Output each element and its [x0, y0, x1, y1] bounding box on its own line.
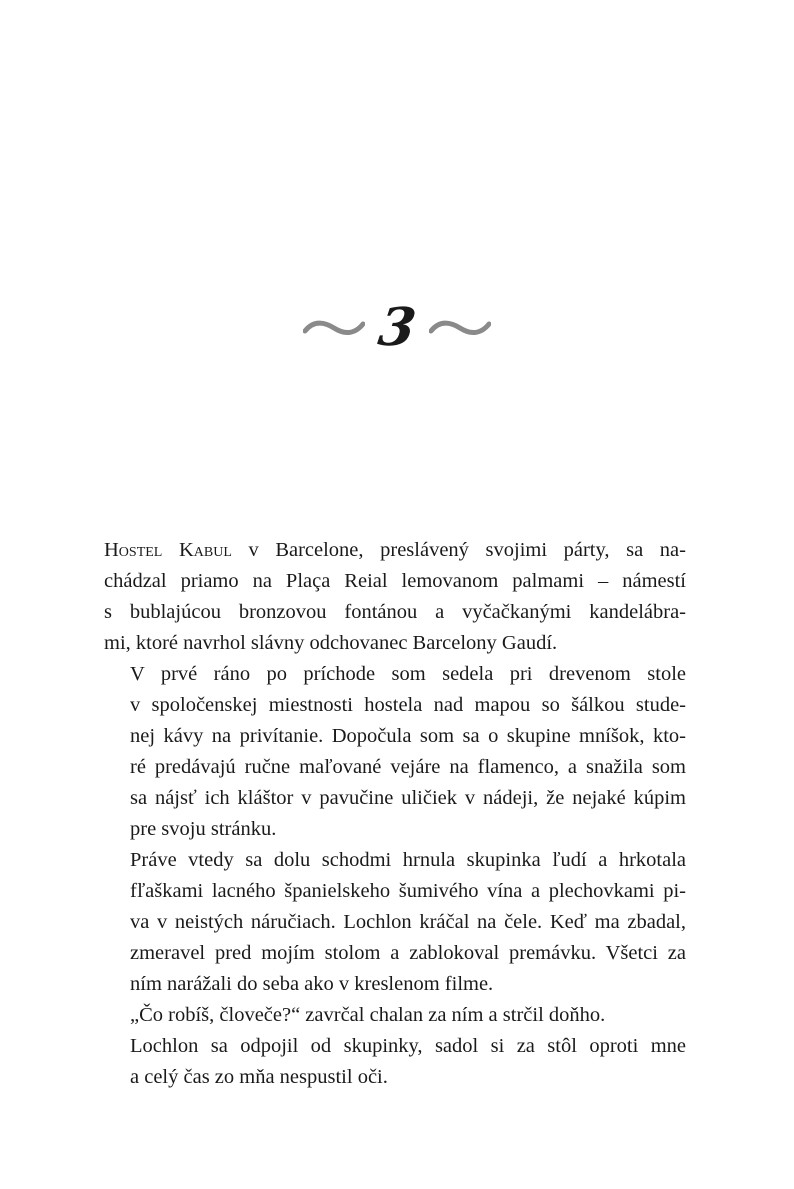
paragraph-3 — [104, 845, 686, 1000]
text-line: „Čo robíš, človeče?“ zavrčal chalan za ním a strčil doňho. — [130, 1004, 606, 1026]
text-line: sa nájsť ich kláštor v pavučine uličiek v nádeji, že nejaké kúpim — [130, 787, 686, 809]
lead-in-smallcaps: Hostel Kabul — [104, 539, 232, 561]
paragraph-2 — [104, 659, 686, 845]
lead-in-rest: v Barcelone, preslávený svojimi párty, sa na- — [231, 539, 686, 561]
text-line — [104, 535, 686, 566]
text-line: nej kávy na privítanie. Dopočula som sa o skupine mníšok, kto- — [130, 725, 686, 747]
chapter-heading — [0, 288, 794, 368]
text-line: mi, ktoré navrhol slávny odchovanec Barcelony Gaudí. — [104, 632, 558, 654]
text-line: ním narážali do seba ako v kreslenom filme. — [130, 973, 494, 995]
text-line: fľaškami lacného španielskeho šumivého vína a plechovkami pi- — [130, 880, 686, 902]
text-line: va v neistých náručiach. Lochlon kráčal na čele. Keď ma zbadal, — [130, 911, 686, 933]
paragraph-4 — [104, 1000, 686, 1031]
text-line: a celý čas zo mňa nespustil oči. — [130, 1066, 388, 1088]
text-line: s bublajúcou bronzovou fontánou a vyčačkanými kandelábra- — [104, 601, 686, 623]
paragraph-1 — [104, 535, 686, 659]
text-line: zmeravel pred mojím stolom a zablokoval premávku. Všetci za — [130, 942, 686, 964]
text-line: ré predávajú ručne maľované vejáre na flamenco, a snažila som — [130, 756, 686, 778]
chapter-number: 3 — [374, 297, 420, 358]
right-swash-ornament — [429, 318, 491, 338]
text-line: Lochlon sa odpojil od skupinky, sadol si za stôl oproti mne — [130, 1035, 686, 1057]
text-line: V prvé ráno po príchode som sedela pri drevenom stole — [130, 663, 686, 685]
chapter-body-text — [104, 535, 686, 1093]
text-line: v spoločenskej miestnosti hostela nad mapou so šálkou stude- — [130, 694, 686, 716]
text-line: pre svoju stránku. — [130, 818, 277, 840]
text-line: chádzal priamo na Plaça Reial lemovanom palmami – námestí — [104, 570, 686, 592]
left-swash-ornament — [303, 318, 365, 338]
paragraph-5 — [104, 1031, 686, 1093]
text-line: Práve vtedy sa dolu schodmi hrnula skupinka ľudí a hrkotala — [130, 849, 686, 871]
